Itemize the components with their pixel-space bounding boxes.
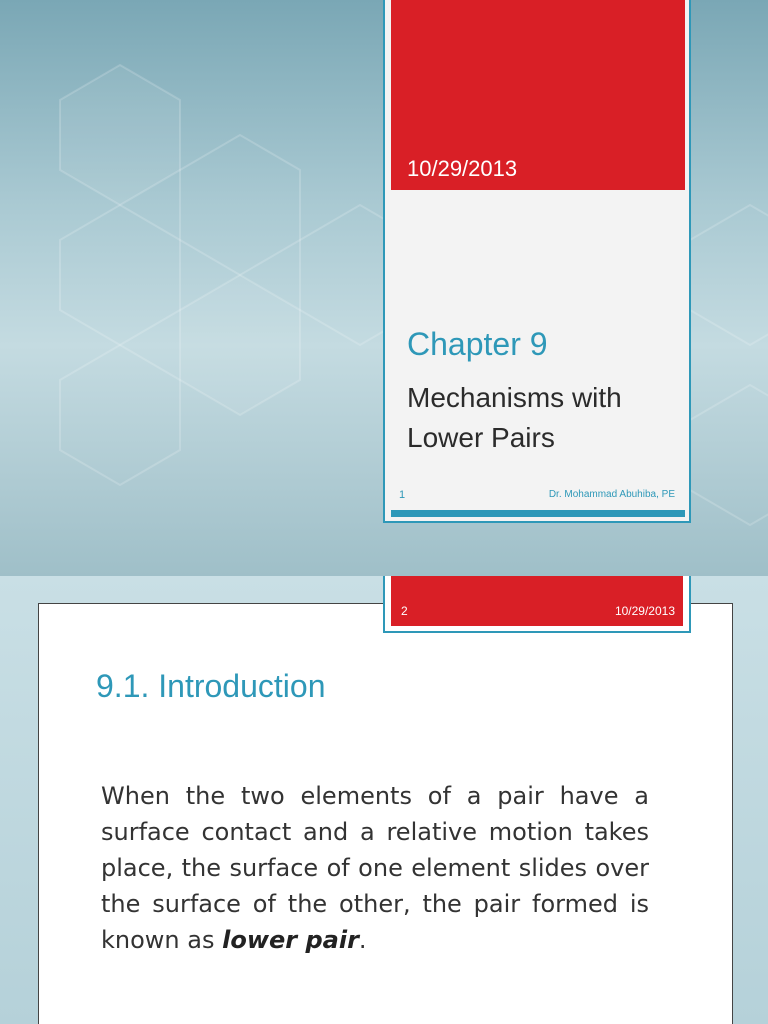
slide-number: 1 bbox=[399, 489, 406, 501]
title-card bbox=[383, 0, 691, 523]
body-text: When the two elements of a pair have a surface contact and a relative motion takes place, the surface of one element slides over the surface of the other, the pair formed is known as bbox=[101, 782, 649, 954]
slide-date: 10/29/2013 bbox=[407, 156, 518, 181]
lower-pair-term: lower pair bbox=[222, 926, 359, 954]
slide-number: 2 bbox=[401, 604, 408, 618]
chapter-title: Chapter 9 bbox=[407, 326, 548, 362]
chapter-subtitle: Mechanisms with Lower Pairs bbox=[407, 382, 622, 453]
content-header bbox=[383, 576, 691, 633]
blue-accent-bar bbox=[391, 510, 685, 517]
slide-date: 10/29/2013 bbox=[614, 604, 675, 618]
author-footer: Dr. Mohammad Abuhiba, PE bbox=[548, 489, 675, 500]
body-end: . bbox=[358, 926, 367, 954]
body-paragraph bbox=[101, 778, 649, 958]
section-heading: 9.1. Introduction bbox=[96, 668, 326, 704]
content-slide bbox=[0, 576, 768, 1024]
header-red-block bbox=[391, 576, 683, 626]
